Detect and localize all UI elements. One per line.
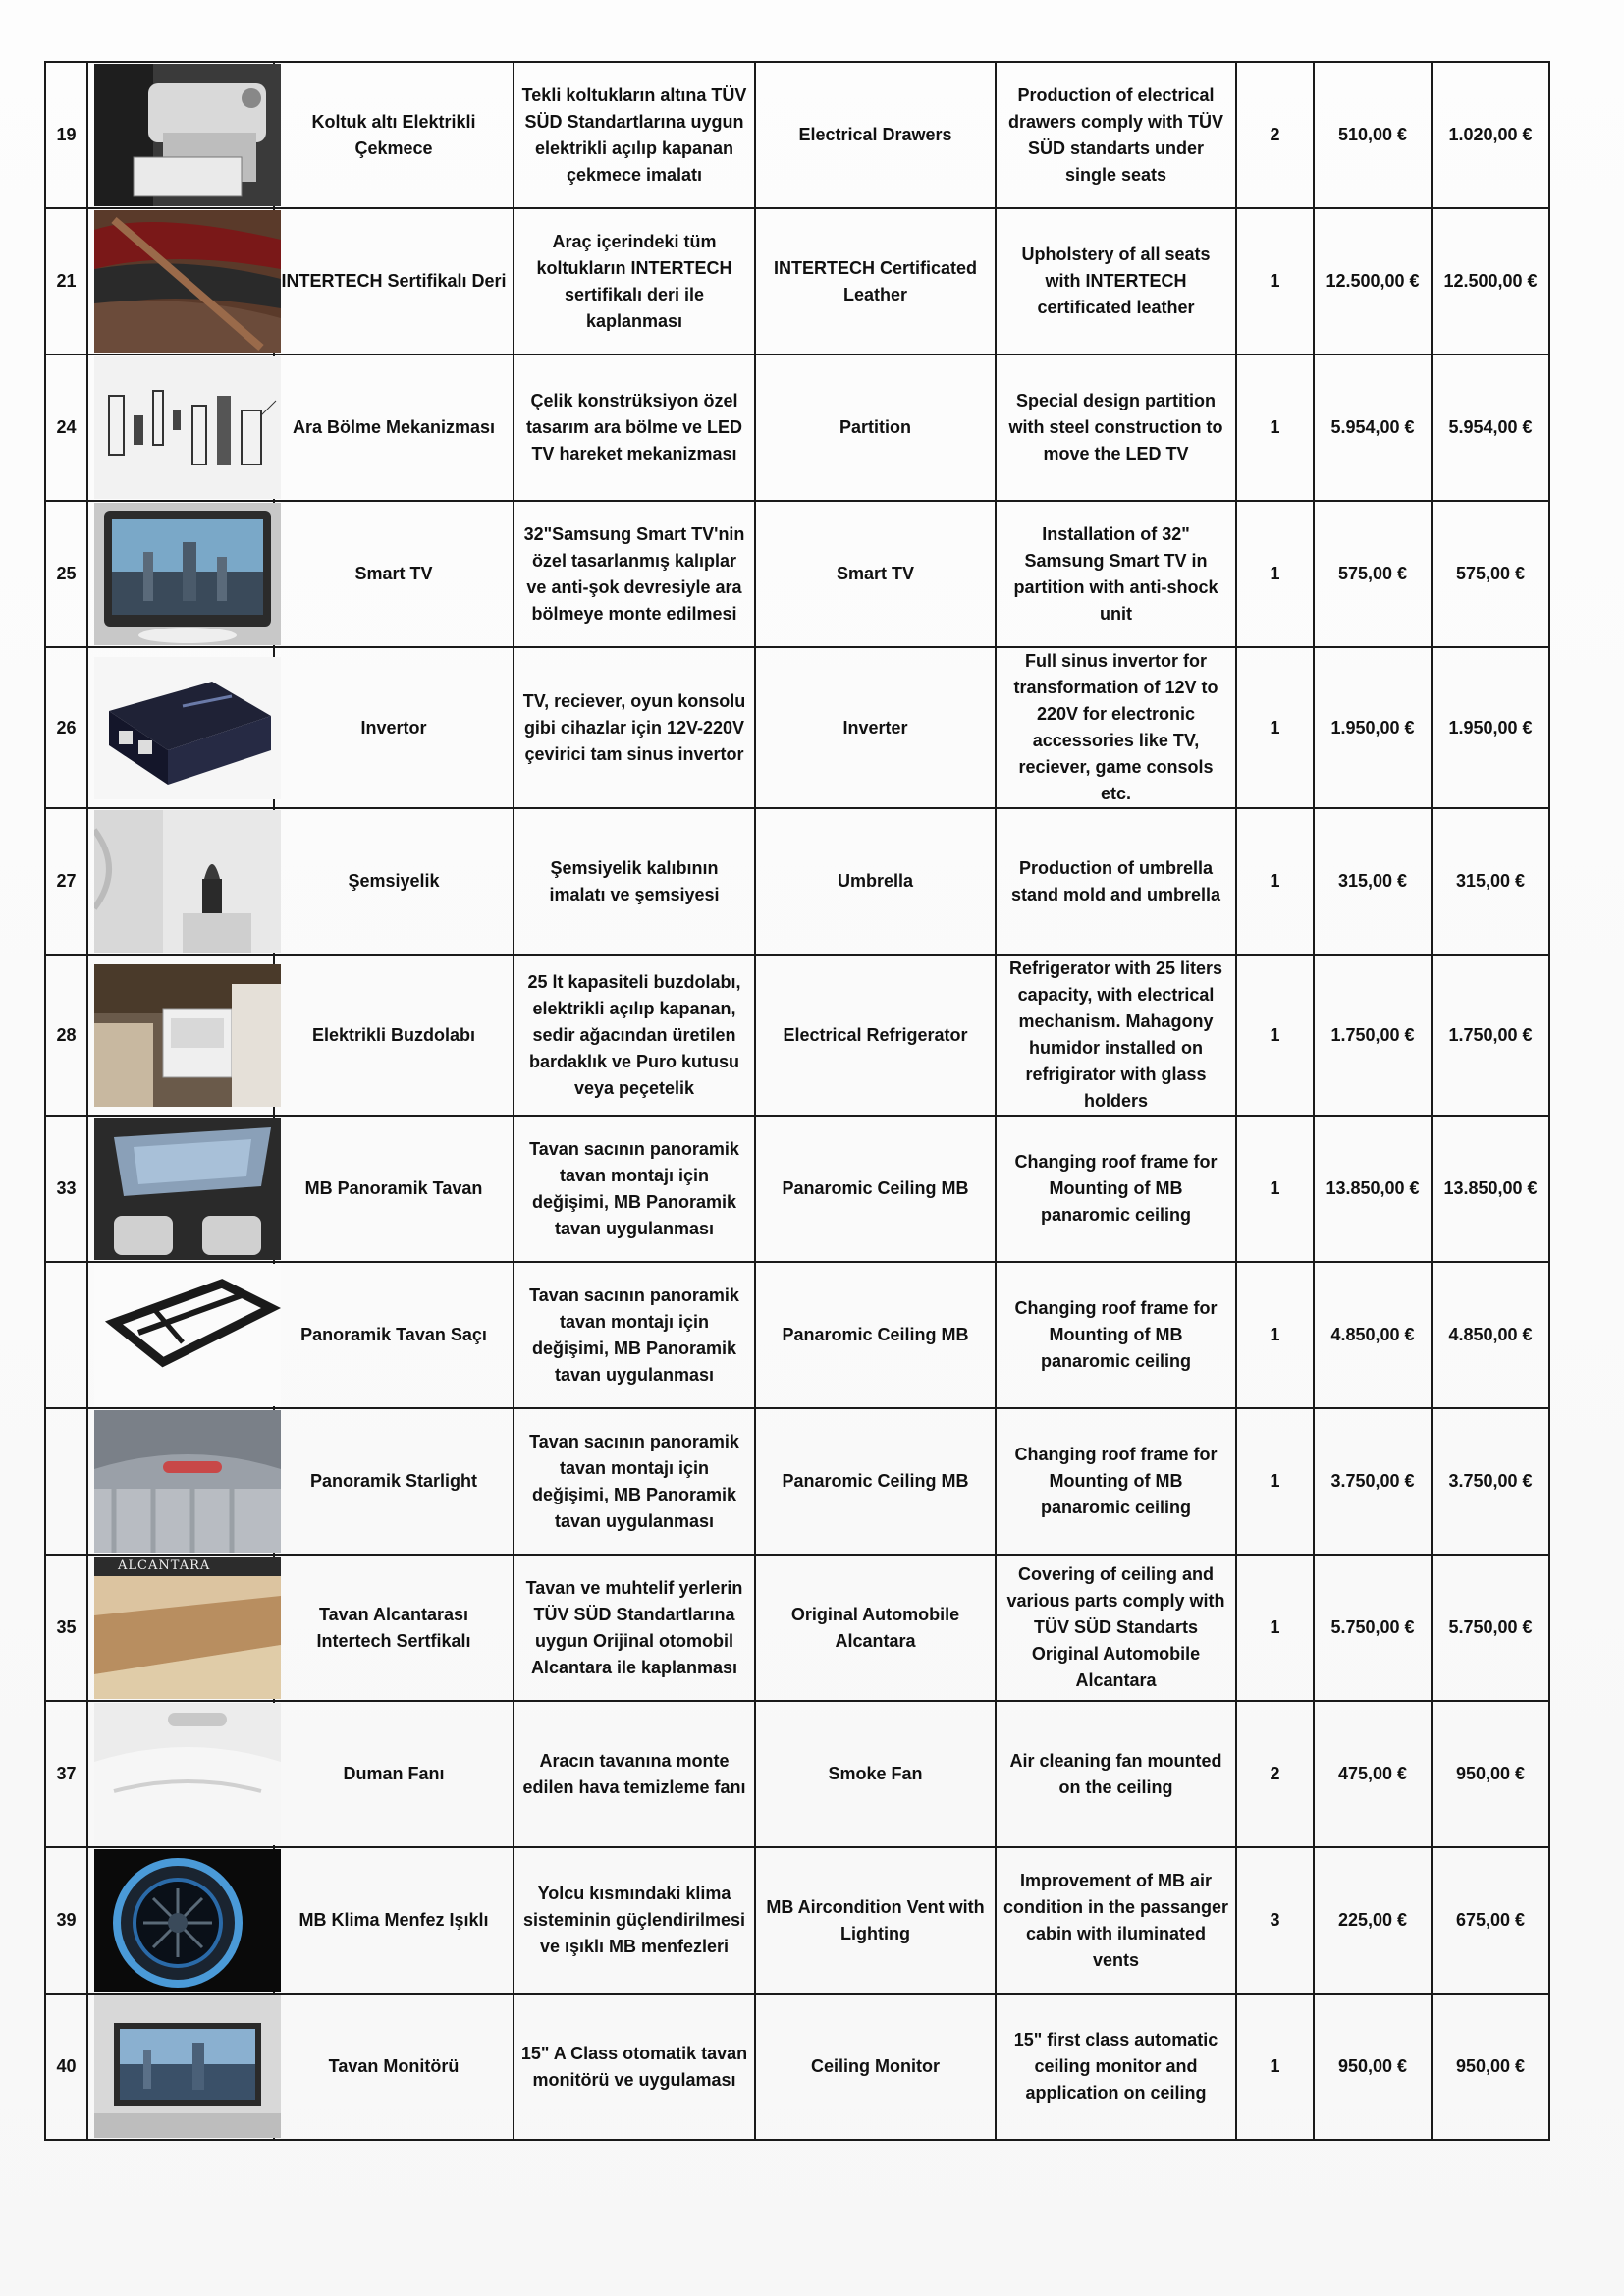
english-description: Installation of 32" Samsung Smart TV in partition with anti-shock unit: [996, 501, 1236, 647]
unit-price: 1.750,00 €: [1314, 955, 1432, 1116]
english-item-name: Inverter: [755, 647, 996, 808]
inverter-photo: [94, 657, 281, 799]
total-price: 315,00 €: [1432, 808, 1549, 955]
total-price: 1.750,00 €: [1432, 955, 1549, 1116]
product-image-cell: [87, 1701, 274, 1847]
english-description: Refrigerator with 25 liters capacity, with electrical mechanism. Mahagony humidor installed on refrigirator with glass holders: [996, 955, 1236, 1116]
turkish-description: Yolcu kısmındaki klima sisteminin güçlendirilmesi ve ışıklı MB menfezleri: [514, 1847, 755, 1994]
turkish-description: 25 lt kapasiteli buzdolabı, elektrikli açılıp kapanan, sedir ağacından üretilen bardaklık ve Puro kutusu veya peçetelik: [514, 955, 755, 1116]
turkish-item-name: Duman Fanı: [274, 1701, 514, 1847]
panoramic-roof-photo: [94, 1118, 281, 1260]
english-description: Air cleaning fan mounted on the ceiling: [996, 1701, 1236, 1847]
item-number: 27: [45, 808, 87, 955]
inverter-photo-art: [94, 657, 281, 799]
turkish-item-name: Tavan Monitörü: [274, 1994, 514, 2140]
turkish-description: TV, reciever, oyun konsolu gibi cihazlar için 12V-220V çevirici tam sinus invertor: [514, 647, 755, 808]
item-number: 35: [45, 1555, 87, 1701]
item-number: 26: [45, 647, 87, 808]
umbrella-stand-photo: [94, 810, 281, 953]
alcantara-photo-art: [94, 1557, 281, 1699]
product-image-cell: [87, 355, 274, 501]
product-image-cell: [87, 1847, 274, 1994]
table-body: [45, 62, 1549, 2140]
product-image-cell: [87, 1116, 274, 1262]
total-price: 1.950,00 €: [1432, 647, 1549, 808]
turkish-item-name: INTERTECH Sertifikalı Deri: [274, 208, 514, 355]
ceiling-monitor-photo-art: [94, 1995, 281, 2138]
english-item-name: Panaromic Ceiling MB: [755, 1116, 996, 1262]
starlight-ceiling-photo: [94, 1410, 281, 1553]
english-item-name: Ceiling Monitor: [755, 1994, 996, 2140]
quantity: 1: [1236, 1262, 1314, 1408]
item-number: 37: [45, 1701, 87, 1847]
roof-frame-photo: [94, 1264, 281, 1406]
english-item-name: Smart TV: [755, 501, 996, 647]
unit-price: 510,00 €: [1314, 62, 1432, 208]
turkish-description: Araç içerindeki tüm koltukların INTERTECH sertifikalı deri ile kaplanması: [514, 208, 755, 355]
table-row: [45, 1116, 1549, 1262]
item-number: [45, 1408, 87, 1555]
english-description: Covering of ceiling and various parts comply with TÜV SÜD Standarts Original Automobile Alcantara: [996, 1555, 1236, 1701]
product-image-cell: [87, 208, 274, 355]
turkish-item-name: Panoramik Tavan Saçı: [274, 1262, 514, 1408]
item-number: 21: [45, 208, 87, 355]
english-description: Production of umbrella stand mold and umbrella: [996, 808, 1236, 955]
unit-price: 575,00 €: [1314, 501, 1432, 647]
panoramic-roof-photo-art: [94, 1118, 281, 1260]
quantity: 1: [1236, 1555, 1314, 1701]
table-row: [45, 1555, 1549, 1701]
total-price: 950,00 €: [1432, 1701, 1549, 1847]
product-image-cell: [87, 1262, 274, 1408]
unit-price: 12.500,00 €: [1314, 208, 1432, 355]
unit-price: 1.950,00 €: [1314, 647, 1432, 808]
table-row: [45, 1262, 1549, 1408]
unit-price: 475,00 €: [1314, 1701, 1432, 1847]
english-item-name: Panaromic Ceiling MB: [755, 1262, 996, 1408]
alcantara-photo: [94, 1557, 281, 1699]
item-number: [45, 1262, 87, 1408]
turkish-item-name: Invertor: [274, 647, 514, 808]
total-price: 950,00 €: [1432, 1994, 1549, 2140]
refrigerator-photo-art: [94, 964, 281, 1107]
smoke-fan-photo: [94, 1703, 281, 1845]
turkish-item-name: Panoramik Starlight: [274, 1408, 514, 1555]
alcantara-logo: ALCANTARA: [94, 1557, 281, 1576]
item-number: 25: [45, 501, 87, 647]
table-row: [45, 647, 1549, 808]
english-description: Special design partition with steel construction to move the LED TV: [996, 355, 1236, 501]
quantity: 1: [1236, 355, 1314, 501]
english-item-name: Original Automobile Alcantara: [755, 1555, 996, 1701]
product-image-cell: [87, 808, 274, 955]
english-item-name: Electrical Refrigerator: [755, 955, 996, 1116]
smart-tv-photo: [94, 503, 281, 645]
item-number: 39: [45, 1847, 87, 1994]
quantity: 1: [1236, 1994, 1314, 2140]
turkish-item-name: Elektrikli Buzdolabı: [274, 955, 514, 1116]
english-item-name: INTERTECH Certificated Leather: [755, 208, 996, 355]
quantity: 1: [1236, 1116, 1314, 1262]
total-price: 675,00 €: [1432, 1847, 1549, 1994]
unit-price: 13.850,00 €: [1314, 1116, 1432, 1262]
starlight-ceiling-photo-art: [94, 1410, 281, 1553]
english-description: Changing roof frame for Mounting of MB panaromic ceiling: [996, 1262, 1236, 1408]
refrigerator-photo: [94, 964, 281, 1107]
product-image-cell: [87, 501, 274, 647]
unit-price: 3.750,00 €: [1314, 1408, 1432, 1555]
quantity: 1: [1236, 1408, 1314, 1555]
total-price: 575,00 €: [1432, 501, 1549, 647]
english-item-name: Electrical Drawers: [755, 62, 996, 208]
roof-frame-photo-art: [94, 1264, 281, 1406]
total-price: 5.954,00 €: [1432, 355, 1549, 501]
quantity: 1: [1236, 501, 1314, 647]
english-item-name: Panaromic Ceiling MB: [755, 1408, 996, 1555]
turkish-item-name: MB Klima Menfez Işıklı: [274, 1847, 514, 1994]
product-image-cell: [87, 62, 274, 208]
turkish-description: Şemsiyelik kalıbının imalatı ve şemsiyesi: [514, 808, 755, 955]
leather-swatches-photo-art: [94, 210, 281, 353]
english-description: Changing roof frame for Mounting of MB panaromic ceiling: [996, 1116, 1236, 1262]
quantity: 2: [1236, 62, 1314, 208]
total-price: 3.750,00 €: [1432, 1408, 1549, 1555]
product-image-cell: [87, 647, 274, 808]
turkish-item-name: Koltuk altı Elektrikli Çekmece: [274, 62, 514, 208]
table-row: [45, 955, 1549, 1116]
illuminated-vent-photo: [94, 1849, 281, 1992]
turkish-item-name: Ara Bölme Mekanizması: [274, 355, 514, 501]
product-image-cell: [87, 955, 274, 1116]
table-row: [45, 808, 1549, 955]
table-row: [45, 355, 1549, 501]
english-description: Upholstery of all seats with INTERTECH certificated leather: [996, 208, 1236, 355]
product-image-cell: [87, 1994, 274, 2140]
turkish-description: Tavan sacının panoramik tavan montajı için değişimi, MB Panoramik tavan uygulanması: [514, 1408, 755, 1555]
english-item-name: MB Aircondition Vent with Lighting: [755, 1847, 996, 1994]
english-description: Full sinus invertor for transformation of 12V to 220V for electronic accessories like TV, reciever, game consols etc.: [996, 647, 1236, 808]
table-row: [45, 1847, 1549, 1994]
leather-swatches-photo: [94, 210, 281, 353]
total-price: 1.020,00 €: [1432, 62, 1549, 208]
total-price: 5.750,00 €: [1432, 1555, 1549, 1701]
item-number: 19: [45, 62, 87, 208]
total-price: 4.850,00 €: [1432, 1262, 1549, 1408]
table-row: [45, 1701, 1549, 1847]
unit-price: 5.954,00 €: [1314, 355, 1432, 501]
english-item-name: Smoke Fan: [755, 1701, 996, 1847]
turkish-item-name: Smart TV: [274, 501, 514, 647]
turkish-description: Aracın tavanına monte edilen hava temizleme fanı: [514, 1701, 755, 1847]
product-image-cell: [87, 1408, 274, 1555]
turkish-description: Tavan ve muhtelif yerlerin TÜV SÜD Standartlarına uygun Orijinal otomobil Alcantara ile kaplanması: [514, 1555, 755, 1701]
smoke-fan-photo-art: [94, 1703, 281, 1845]
partition-drawing: [94, 356, 281, 499]
quantity: 2: [1236, 1701, 1314, 1847]
english-description: Improvement of MB air condition in the passanger cabin with iluminated vents: [996, 1847, 1236, 1994]
price-table: [44, 61, 1550, 2141]
total-price: 12.500,00 €: [1432, 208, 1549, 355]
table-row: [45, 62, 1549, 208]
unit-price: 5.750,00 €: [1314, 1555, 1432, 1701]
electrical-drawer-photo-art: [94, 64, 281, 206]
turkish-description: Tavan sacının panoramik tavan montajı için değişimi, MB Panoramik tavan uygulanması: [514, 1116, 755, 1262]
ceiling-monitor-photo: [94, 1995, 281, 2138]
product-image-cell: [87, 1555, 274, 1701]
item-number: 28: [45, 955, 87, 1116]
turkish-item-name: Tavan Alcantarası Intertech Sertfikalı: [274, 1555, 514, 1701]
turkish-description: Tekli koltukların altına TÜV SÜD Standartlarına uygun elektrikli açılıp kapanan çekmece imalatı: [514, 62, 755, 208]
total-price: 13.850,00 €: [1432, 1116, 1549, 1262]
turkish-description: Tavan sacının panoramik tavan montajı için değişimi, MB Panoramik tavan uygulanması: [514, 1262, 755, 1408]
quantity: 1: [1236, 955, 1314, 1116]
smart-tv-photo-art: [94, 503, 281, 645]
quantity: 1: [1236, 808, 1314, 955]
partition-drawing-art: [94, 356, 281, 499]
unit-price: 950,00 €: [1314, 1994, 1432, 2140]
umbrella-stand-photo-art: [94, 810, 281, 953]
unit-price: 4.850,00 €: [1314, 1262, 1432, 1408]
item-number: 24: [45, 355, 87, 501]
turkish-description: 15" A Class otomatik tavan monitörü ve uygulaması: [514, 1994, 755, 2140]
turkish-item-name: MB Panoramik Tavan: [274, 1116, 514, 1262]
turkish-description: 32"Samsung Smart TV'nin özel tasarlanmış kalıplar ve anti-şok devresiyle ara bölmeye monte edilmesi: [514, 501, 755, 647]
english-item-name: Partition: [755, 355, 996, 501]
turkish-description: Çelik konstrüksiyon özel tasarım ara bölme ve LED TV hareket mekanizması: [514, 355, 755, 501]
quantity: 1: [1236, 208, 1314, 355]
electrical-drawer-photo: [94, 64, 281, 206]
turkish-item-name: Şemsiyelik: [274, 808, 514, 955]
quantity: 3: [1236, 1847, 1314, 1994]
table-row: [45, 1994, 1549, 2140]
item-number: 33: [45, 1116, 87, 1262]
table-row: [45, 1408, 1549, 1555]
unit-price: 315,00 €: [1314, 808, 1432, 955]
table-row: [45, 208, 1549, 355]
english-description: Production of electrical drawers comply with TÜV SÜD standarts under single seats: [996, 62, 1236, 208]
quantity: 1: [1236, 647, 1314, 808]
english-item-name: Umbrella: [755, 808, 996, 955]
english-description: Changing roof frame for Mounting of MB panaromic ceiling: [996, 1408, 1236, 1555]
unit-price: 225,00 €: [1314, 1847, 1432, 1994]
item-number: 40: [45, 1994, 87, 2140]
illuminated-vent-photo-art: [94, 1849, 281, 1992]
english-description: 15" first class automatic ceiling monitor and application on ceiling: [996, 1994, 1236, 2140]
table-row: [45, 501, 1549, 647]
